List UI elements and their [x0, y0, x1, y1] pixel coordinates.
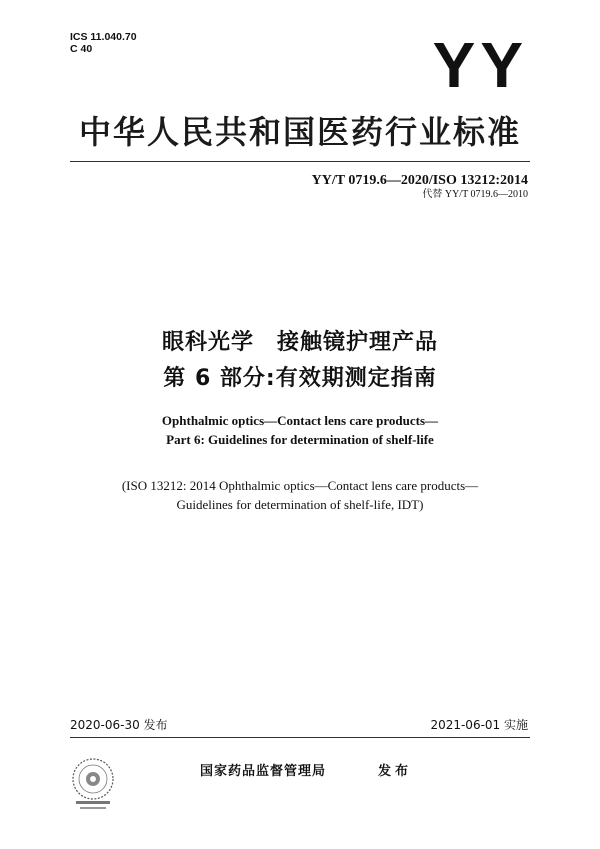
- issue-label: 发布: [378, 764, 413, 779]
- issuing-authority: 国家药品监督管理局: [200, 764, 327, 779]
- title-english-line-1: Ophthalmic optics—Contact lens care products—: [161, 413, 439, 428]
- idt-reference-line-1: (ISO 13212: 2014 Ophthalmic optics—Contact lens care products—: [121, 478, 479, 493]
- idt-reference-line-2: Guidelines for determination of shelf-life, IDT): [176, 497, 424, 512]
- standard-logo: YY: [432, 29, 528, 101]
- standard-category-title: 中华人民共和国医药行业标准: [78, 113, 521, 151]
- ics-code: ICS 11.040.70: [70, 31, 137, 43]
- ccs-code: C 40: [70, 43, 93, 55]
- replaces-note: 代替 YY/T 0719.6—2010: [422, 189, 528, 200]
- top-divider: [70, 161, 530, 162]
- title-english-line-2: Part 6: Guidelines for determination of shelf-life: [166, 432, 434, 447]
- implement-date: 2021-06-01 实施: [430, 718, 528, 732]
- publish-date: 2020-06-30 发布: [70, 718, 168, 732]
- title-chinese-line-2: 第 6 部分:有效期测定指南: [163, 366, 437, 391]
- standard-number: YY/T 0719.6—2020/ISO 13212:2014: [311, 173, 528, 188]
- bottom-divider: [70, 737, 530, 738]
- anti-counterfeit-seal-icon: [62, 755, 124, 817]
- title-chinese-line-1: 眼科光学 接触镜护理产品: [161, 330, 438, 355]
